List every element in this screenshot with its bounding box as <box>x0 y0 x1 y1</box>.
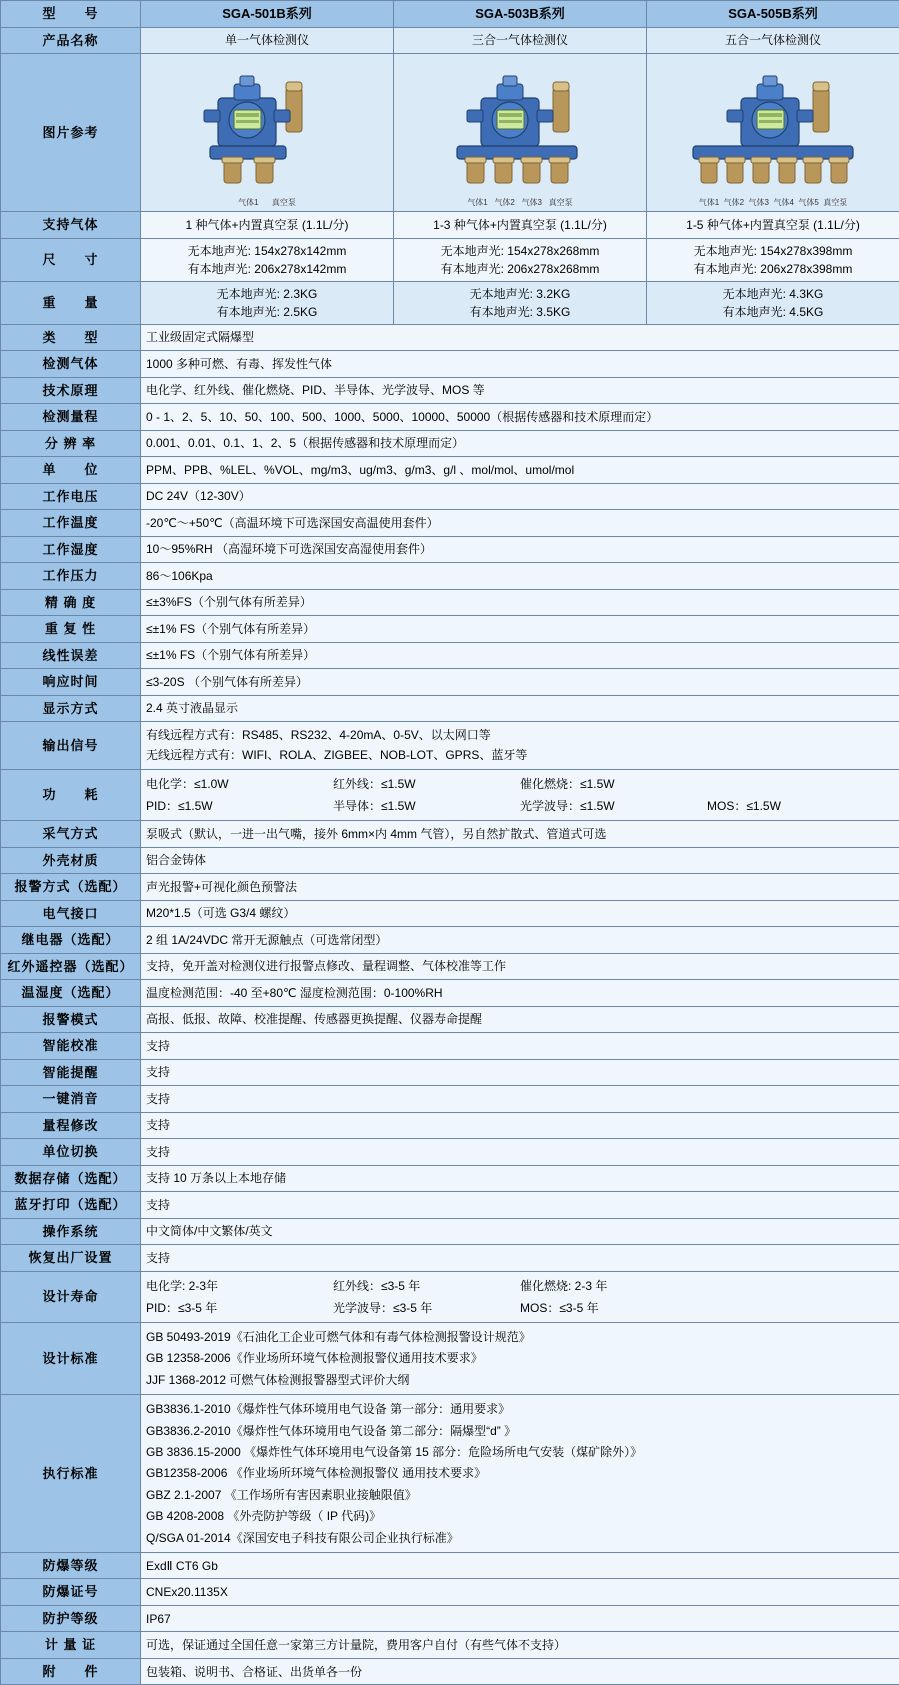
row-label-size: 尺 寸 <box>1 238 141 281</box>
row-label-work-humidity: 工作湿度 <box>1 536 141 563</box>
design-life-value <box>141 1271 899 1322</box>
smart-remind-value: 支持 <box>141 1059 899 1086</box>
row-label-design-life: 设计寿命 <box>1 1271 141 1322</box>
row-label-smart-calib: 智能校准 <box>1 1033 141 1060</box>
row-label-factory-reset: 恢复出厂设置 <box>1 1245 141 1272</box>
row-label-response-time: 响应时间 <box>1 669 141 696</box>
device-image-2 <box>394 54 647 212</box>
table-row-range <box>1 404 899 431</box>
table-row-unit-switch <box>1 1139 899 1166</box>
image-caption-1: 气体1 真空泵 <box>141 197 393 209</box>
row-label-shell: 外壳材质 <box>1 847 141 874</box>
table-row-ex-grade <box>1 1552 899 1579</box>
row-label-data-storage-opt: 数据存储（选配） <box>1 1165 141 1192</box>
table-row-shell <box>1 847 899 874</box>
relay-opt-value: 2 组 1A/24VDC 常开无源触点（可选常闭型） <box>141 927 899 954</box>
row-label-design-std: 设计标准 <box>1 1323 141 1395</box>
table-row-design-life <box>1 1271 899 1322</box>
image-caption-3: 气体1 气体2 气体3 气体4 气体5 真空泵 <box>647 197 899 209</box>
row-label-tech-principle: 技术原理 <box>1 377 141 404</box>
size-1: 无本地声光: 154x278x142mm 有本地声光: 206x278x142mm <box>141 238 394 281</box>
row-label-voltage: 工作电压 <box>1 483 141 510</box>
row-label-power: 功 耗 <box>1 769 141 820</box>
alarm-mode-opt-value: 声光报警+可视化颜色预警法 <box>141 874 899 901</box>
response-time-value: ≤3-20S （个别气体有所差异） <box>141 669 899 696</box>
gas-detector-illustration-2 <box>405 58 635 196</box>
row-label-relay-opt: 继电器（选配） <box>1 927 141 954</box>
table-row-category <box>1 324 899 351</box>
table-row-accuracy <box>1 589 899 616</box>
table-row-ir-remote-opt <box>1 953 899 980</box>
table-row-data-storage-opt <box>1 1165 899 1192</box>
ip-grade-value: IP67 <box>141 1605 899 1632</box>
linear-error-value: ≤±1% FS（个别气体有所差异） <box>141 642 899 669</box>
row-label-output-signal: 输出信号 <box>1 722 141 770</box>
row-label-exec-std: 执行标准 <box>1 1395 141 1553</box>
work-pressure-value: 86～106Kpa <box>141 563 899 590</box>
row-label-weight: 重 量 <box>1 281 141 324</box>
table-row-work-temp <box>1 510 899 537</box>
row-label-sampling: 采气方式 <box>1 821 141 848</box>
row-label-smart-remind: 智能提醒 <box>1 1059 141 1086</box>
design-life-grid: 电化学: 2-3年 红外线：≤3-5 年 催化燃烧: 2-3 年 PID：≤3-5 年 光学波导：≤3-5 年 MOS：≤3-5 年 <box>146 1275 894 1319</box>
row-label-ir-remote-opt: 红外遥控器（选配） <box>1 953 141 980</box>
table-row-smart-calib <box>1 1033 899 1060</box>
unit-switch-value: 支持 <box>141 1139 899 1166</box>
table-row-range-modify <box>1 1112 899 1139</box>
table-row-smart-remind <box>1 1059 899 1086</box>
table-row-one-key-mute <box>1 1086 899 1113</box>
table-row-accessories <box>1 1658 899 1685</box>
table-row-size <box>1 238 899 281</box>
row-label-range: 检测量程 <box>1 404 141 431</box>
table-row-os <box>1 1218 899 1245</box>
table-row-detect-gas <box>1 351 899 378</box>
power-value <box>141 769 899 820</box>
row-label-alarm-mode-opt: 报警方式（选配） <box>1 874 141 901</box>
model-2: SGA-503B系列 <box>394 1 647 28</box>
table-row-electric-port <box>1 900 899 927</box>
support-gas-2: 1-3 种气体+内置真空泵 (1.1L/分) <box>394 212 647 239</box>
tech-principle-value: 电化学、红外线、催化燃烧、PID、半导体、光学波导、MOS 等 <box>141 377 899 404</box>
weight-1: 无本地声光: 2.3KG 有本地声光: 2.5KG <box>141 281 394 324</box>
table-row-temp-humid-opt <box>1 980 899 1007</box>
one-key-mute-value: 支持 <box>141 1086 899 1113</box>
row-label-work-temp: 工作温度 <box>1 510 141 537</box>
electric-port-value: M20*1.5（可选 G3/4 螺纹） <box>141 900 899 927</box>
table-row-image-ref <box>1 54 899 212</box>
resolution-value: 0.001、0.01、0.1、1、2、5（根据传感器和技术原理而定） <box>141 430 899 457</box>
range-modify-value: 支持 <box>141 1112 899 1139</box>
smart-calib-value: 支持 <box>141 1033 899 1060</box>
size-2: 无本地声光: 154x278x268mm 有本地声光: 206x278x268mm <box>394 238 647 281</box>
row-label-category: 类 型 <box>1 324 141 351</box>
design-std-value: GB 50493-2019《石油化工企业可燃气体和有毒气体检测报警设计规范》 GB 12358-2006《作业场所环境气体检测报警仪通用技术要求》 JJF 1368-2012 可燃气体检测报警器型式评价大纲 <box>141 1323 899 1395</box>
gas-detector-illustration-1 <box>162 58 372 196</box>
row-label-model: 型 号 <box>1 1 141 28</box>
exec-std-value: GB3836.1-2010《爆炸性气体环境用电气设备 第一部分：通用要求》 GB3836.2-2010《爆炸性气体环境用电气设备 第二部分：隔爆型“d” 》 GB 3836.15-2000 《爆炸性气体环境用电气设备第 15 部分：危险场所电气安装（煤矿除外）》 GB12358-2006 《作业场所环境气体检测报警仪 通用技术要求》 GBZ 2.1-2007 《工作场所有害因素职业接触限值》 GB 4208-2008 《外壳防护等级（ IP 代码)》 Q/SGA 01-2014《深国安电子科技有限公司企业执行标准》 <box>141 1395 899 1553</box>
os-value: 中文简体/中文繁体/英文 <box>141 1218 899 1245</box>
range-value: 0 - 1、2、5、10、50、100、500、1000、5000、10000、50000（根据传感器和技术原理而定） <box>141 404 899 431</box>
table-row-ip-grade <box>1 1605 899 1632</box>
ex-grade-value: ExdⅡ CT6 Gb <box>141 1552 899 1579</box>
table-row-work-humidity <box>1 536 899 563</box>
table-row-unit <box>1 457 899 484</box>
work-humidity-value: 10～95%RH （高湿环境下可选深国安高湿使用套件） <box>141 536 899 563</box>
size-3: 无本地声光: 154x278x398mm 有本地声光: 206x278x398mm <box>647 238 899 281</box>
device-image-1 <box>141 54 394 212</box>
ex-cert-value: CNEx20.1135X <box>141 1579 899 1606</box>
table-row-alarm-mode-opt <box>1 874 899 901</box>
alarm-mode-value: 高报、低报、故障、校准提醒、传感器更换提醒、仪器寿命提醒 <box>141 1006 899 1033</box>
row-label-ip-grade: 防护等级 <box>1 1605 141 1632</box>
row-label-linear-error: 线性误差 <box>1 642 141 669</box>
table-row-bluetooth-print-opt <box>1 1192 899 1219</box>
gas-detector-illustration-3 <box>649 58 897 196</box>
sampling-value: 泵吸式（默认，一进一出气嘴，接外 6mm×内 4mm 气管），另自然扩散式、管道式可选 <box>141 821 899 848</box>
table-row-linear-error <box>1 642 899 669</box>
row-label-ex-grade: 防爆等级 <box>1 1552 141 1579</box>
table-row-weight <box>1 281 899 324</box>
table-row-product-name <box>1 27 899 54</box>
accuracy-value: ≤±3%FS（个别气体有所差异） <box>141 589 899 616</box>
table-row-alarm-mode <box>1 1006 899 1033</box>
output-signal-value: 有线远程方式有：RS485、RS232、4-20mA、0-5V、以太网口等 无线远程方式有：WIFI、ROLA、ZIGBEE、NOB-LOT、GPRS、蓝牙等 <box>141 722 899 770</box>
factory-reset-value: 支持 <box>141 1245 899 1272</box>
row-label-os: 操作系统 <box>1 1218 141 1245</box>
table-row-model <box>1 1 899 28</box>
row-label-electric-port: 电气接口 <box>1 900 141 927</box>
row-label-unit: 单 位 <box>1 457 141 484</box>
model-1: SGA-501B系列 <box>141 1 394 28</box>
weight-3: 无本地声光: 4.3KG 有本地声光: 4.5KG <box>647 281 899 324</box>
row-label-alarm-mode: 报警模式 <box>1 1006 141 1033</box>
row-label-temp-humid-opt: 温湿度（选配） <box>1 980 141 1007</box>
product-name-2: 三合一气体检测仪 <box>394 27 647 54</box>
table-row-display <box>1 695 899 722</box>
row-label-range-modify: 量程修改 <box>1 1112 141 1139</box>
image-caption-2: 气体1 气体2 气体3 真空泵 <box>394 197 646 209</box>
table-row-response-time <box>1 669 899 696</box>
table-row-relay-opt <box>1 927 899 954</box>
row-label-support-gas: 支持气体 <box>1 212 141 239</box>
product-name-3: 五合一气体检测仪 <box>647 27 899 54</box>
device-image-3 <box>647 54 899 212</box>
product-name-1: 单一气体检测仪 <box>141 27 394 54</box>
row-label-display: 显示方式 <box>1 695 141 722</box>
row-label-repeatability: 重 复 性 <box>1 616 141 643</box>
model-3: SGA-505B系列 <box>647 1 899 28</box>
metrology-cert-value: 可选，保证通过全国任意一家第三方计量院，费用客户自付（有些气体不支持） <box>141 1632 899 1659</box>
row-label-product-name: 产品名称 <box>1 27 141 54</box>
power-grid: 电化学：≤1.0W 红外线：≤1.5W 催化燃烧：≤1.5W PID：≤1.5W 半导体：≤1.5W 光学波导：≤1.5W MOS：≤1.5W <box>146 773 894 817</box>
table-row-design-std <box>1 1323 899 1395</box>
display-value: 2.4 英寸液晶显示 <box>141 695 899 722</box>
table-row-metrology-cert <box>1 1632 899 1659</box>
row-label-work-pressure: 工作压力 <box>1 563 141 590</box>
table-row-voltage <box>1 483 899 510</box>
table-row-factory-reset <box>1 1245 899 1272</box>
ir-remote-opt-value: 支持，免开盖对检测仪进行报警点修改、量程调整、气体校准等工作 <box>141 953 899 980</box>
data-storage-opt-value: 支持 10 万条以上本地存储 <box>141 1165 899 1192</box>
row-label-detect-gas: 检测气体 <box>1 351 141 378</box>
row-label-unit-switch: 单位切换 <box>1 1139 141 1166</box>
row-label-resolution: 分 辨 率 <box>1 430 141 457</box>
table-row-work-pressure <box>1 563 899 590</box>
support-gas-3: 1-5 种气体+内置真空泵 (1.1L/分) <box>647 212 899 239</box>
category-value: 工业级固定式隔爆型 <box>141 324 899 351</box>
table-row-resolution <box>1 430 899 457</box>
row-label-metrology-cert: 计 量 证 <box>1 1632 141 1659</box>
row-label-accuracy: 精 确 度 <box>1 589 141 616</box>
weight-2: 无本地声光: 3.2KG 有本地声光: 3.5KG <box>394 281 647 324</box>
table-row-power <box>1 769 899 820</box>
accessories-value: 包装箱、说明书、合格证、出货单各一份 <box>141 1658 899 1685</box>
shell-value: 铝合金铸体 <box>141 847 899 874</box>
table-row-support-gas <box>1 212 899 239</box>
table-row-exec-std <box>1 1395 899 1553</box>
table-row-tech-principle <box>1 377 899 404</box>
repeatability-value: ≤±1% FS（个别气体有所差异） <box>141 616 899 643</box>
work-temp-value: -20℃～+50℃（高温环境下可选深国安高温使用套件） <box>141 510 899 537</box>
temp-humid-opt-value: 温度检测范围：-40 至+80℃ 湿度检测范围：0-100%RH <box>141 980 899 1007</box>
row-label-accessories: 附 件 <box>1 1658 141 1685</box>
table-row-ex-cert <box>1 1579 899 1606</box>
detect-gas-value: 1000 多种可燃、有毒、挥发性气体 <box>141 351 899 378</box>
row-label-one-key-mute: 一键消音 <box>1 1086 141 1113</box>
table-row-output-signal <box>1 722 899 770</box>
table-row-sampling <box>1 821 899 848</box>
support-gas-1: 1 种气体+内置真空泵 (1.1L/分) <box>141 212 394 239</box>
row-label-ex-cert: 防爆证号 <box>1 1579 141 1606</box>
row-label-image-ref: 图片参考 <box>1 54 141 212</box>
row-label-bluetooth-print-opt: 蓝牙打印（选配） <box>1 1192 141 1219</box>
bluetooth-print-opt-value: 支持 <box>141 1192 899 1219</box>
voltage-value: DC 24V（12-30V） <box>141 483 899 510</box>
table-row-repeatability <box>1 616 899 643</box>
unit-value: PPM、PPB、%LEL、%VOL、mg/m3、ug/m3、g/m3、g/l 、mol/mol、umol/mol <box>141 457 899 484</box>
